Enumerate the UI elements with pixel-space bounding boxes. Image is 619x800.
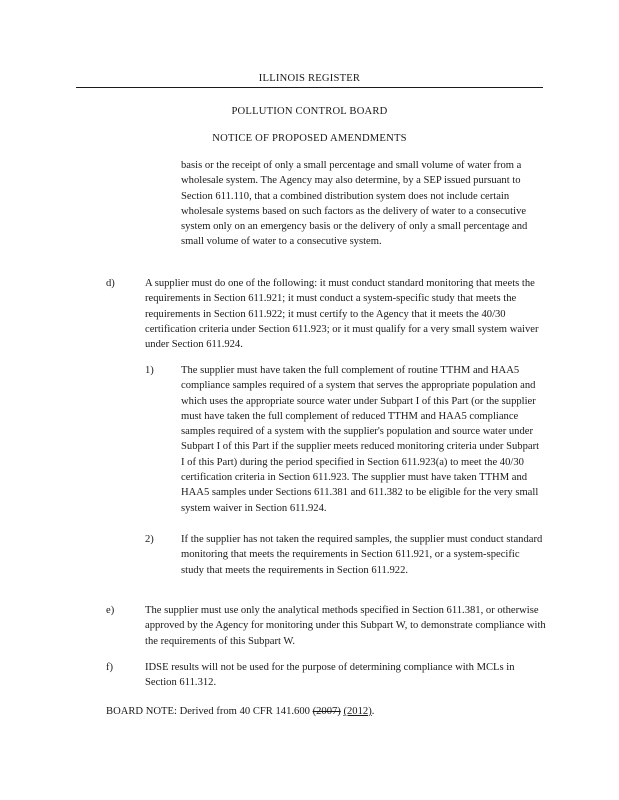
notice-title: NOTICE OF PROPOSED AMENDMENTS	[212, 133, 407, 144]
board-note	[106, 704, 546, 719]
board-note-inserted-year: (2012)	[343, 706, 372, 717]
item-d-label: d)	[106, 278, 115, 289]
item-d1-text: The supplier must have taken the full complement of routine TTHM and HAA5 compliance samples required of a system that serves the appropriate population and which uses the appropriate source water under Subpart I of this Part (or the supplier must have taken the full complement of reduced TTHM and HAA5 compliance samples required of a system with the supplier's population and source water under Subpart I of this Part if the supplier meets reduced monitoring criteria under Subpart I of this Part) during the period specified in Section 611.923(a) to meet the 40/30 certification criteria in Section 611.923. The supplier must have taken TTHM and HAA5 samples under Sections 611.381 and 611.382 to be eligible for the very small system waiver in Section 611.924.	[181, 365, 540, 514]
item-f-label: f)	[106, 662, 114, 673]
item-f-text: IDSE results will not be used for the purpose of determining compliance with MCLs in Section 611.312.	[145, 662, 515, 689]
board-note-deleted-year: (2007)	[312, 706, 341, 717]
board-note-suffix: .	[371, 706, 375, 717]
item-e-text: The supplier must use only the analytical methods specified in Section 611.381, or otherwise approved by the Agency for monitoring under this Subpart W, to demonstrate compliance with the requirements of this Subpart W.	[145, 605, 546, 647]
board-title: POLLUTION CONTROL BOARD	[231, 106, 388, 117]
board-note-prefix: BOARD NOTE: Derived from 40 CFR 141.600	[106, 706, 310, 717]
register-title: ILLINOIS REGISTER	[258, 73, 361, 84]
item-e-label: e)	[106, 605, 115, 616]
item-d1-label: 1)	[145, 365, 154, 376]
item-d-text: A supplier must do one of the following: it must conduct standard monitoring that meets the requirements in Section 611.921; it must conduct a system-specific study that meets the requirements in Section 611.922; it must certify to the Agency that it meets the 40/30 certification criteria under Section 611.923; or it must qualify for a very small system waiver under Section 611.924.	[145, 278, 539, 351]
item-d2-label: 2)	[145, 534, 154, 545]
continuation-paragraph: basis or the receipt of only a small percentage and small volume of water from a wholesale system. The Agency may also determine, by a SEP issued pursuant to Section 611.110, that a combined distribution system does not include certain wholesale systems based on such factors as the delivery of water to a consecutive system only on an emergency basis or the delivery of only a small percentage and small volume of water to a consecutive system.	[181, 160, 528, 248]
header-rule	[76, 87, 543, 88]
item-d2-text: If the supplier has not taken the required samples, the supplier must conduct standard monitoring that meets the requirements in Section 611.921, or a system-specific study that meets the requirements in Section 611.922.	[181, 534, 543, 576]
